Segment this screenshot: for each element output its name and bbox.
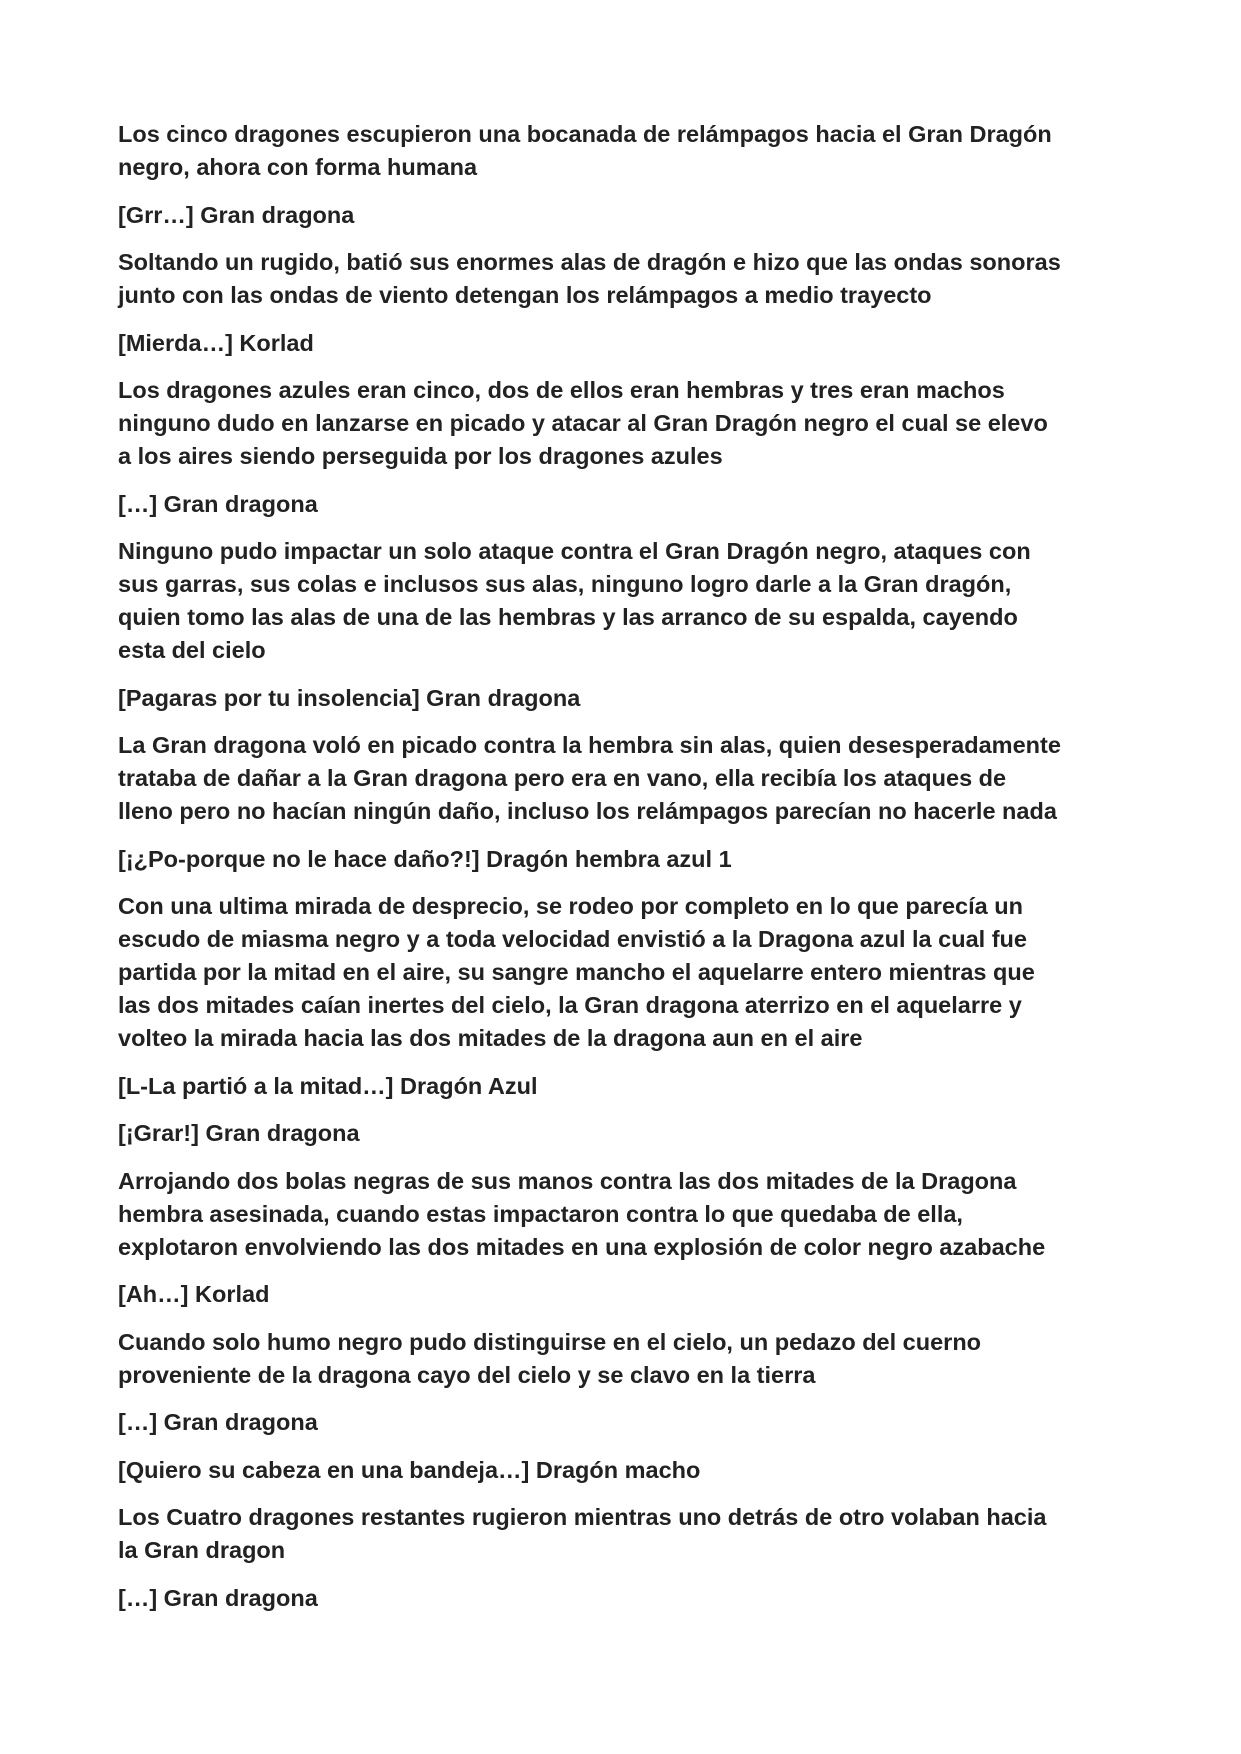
paragraph-dialogue: [Quiero su cabeza en una bandeja…] Dragón macho	[118, 1456, 701, 1483]
paragraph-dialogue: [Ah…] Korlad	[118, 1281, 270, 1307]
paragraph-narration: Soltando un rugido, batió sus enormes alas de dragón e hizo que las ondas sonoras junto con las ondas de viento detengan los relámpagos a medio trayecto	[118, 249, 1061, 308]
paragraph-narration: Con una ultima mirada de desprecio, se rodeo por completo en lo que parecía un escudo de miasma negro y a toda velocidad envistió a la Dragona azul la cual fue partida por la mitad en el aire, su sangre mancho el aquelarre entero mientras que las dos mitades caían inertes del cielo, la Gran dragona aterrizo en el aquelarre y volteo la mirada hacia las dos mitades de la dragona aun en el aire	[118, 893, 1035, 1051]
paragraph-dialogue: […] Gran dragona	[118, 1584, 318, 1611]
paragraph-dialogue: [¡Grar!] Gran dragona	[118, 1120, 360, 1146]
paragraph-dialogue: [¡¿Po-porque no le hace daño?!] Dragón hembra azul 1	[118, 845, 732, 872]
paragraph-dialogue: [Grr…] Gran dragona	[118, 201, 355, 228]
paragraph-narration: Arrojando dos bolas negras de sus manos contra las dos mitades de la Dragona hembra asesinada, cuando estas impactaron contra lo que quedaba de ella, explotaron envolviendo las dos mitades en una explosión de color negro azabache	[118, 1167, 1046, 1260]
paragraph-narration: La Gran dragona voló en picado contra la hembra sin alas, quien desesperadamente trataba de dañar a la Gran dragona pero era en vano, ella recibía los ataques de lleno pero no hacían ningún daño, incluso los relámpagos parecían no hacerle nada	[118, 732, 1061, 824]
paragraph-narration: Los cinco dragones escupieron una bocanada de relámpagos hacia el Gran Dragón negro, ahora con forma humana	[118, 121, 1052, 180]
document-page	[118, 118, 1128, 1629]
paragraph-dialogue: […] Gran dragona	[118, 1409, 318, 1435]
paragraph-narration: Los dragones azules eran cinco, dos de ellos eran hembras y tres eran machos ninguno dudo en lanzarse en picado y atacar al Gran Dragón negro el cual se elevo a los aires siendo perseguida por los dragones azules	[118, 377, 1048, 469]
paragraph-dialogue: […] Gran dragona	[118, 490, 318, 517]
paragraph-dialogue: [L-La partió a la mitad…] Dragón Azul	[118, 1072, 538, 1099]
paragraph-narration: Ninguno pudo impactar un solo ataque contra el Gran Dragón negro, ataques con sus garras, sus colas e inclusos sus alas, ninguno logro darle a la Gran dragón, quien tomo las alas de una de las hembras y las arranco de su espalda, cayendo esta del cielo	[118, 538, 1031, 663]
paragraph-dialogue: [Pagaras por tu insolencia] Gran dragona	[118, 684, 581, 711]
paragraph-dialogue: [Mierda…] Korlad	[118, 329, 314, 356]
paragraph-narration: Los Cuatro dragones restantes rugieron mientras uno detrás de otro volaban hacia la Gran dragon	[118, 1504, 1047, 1563]
paragraph-narration: Cuando solo humo negro pudo distinguirse en el cielo, un pedazo del cuerno proveniente de la dragona cayo del cielo y se clavo en la tierra	[118, 1328, 982, 1388]
